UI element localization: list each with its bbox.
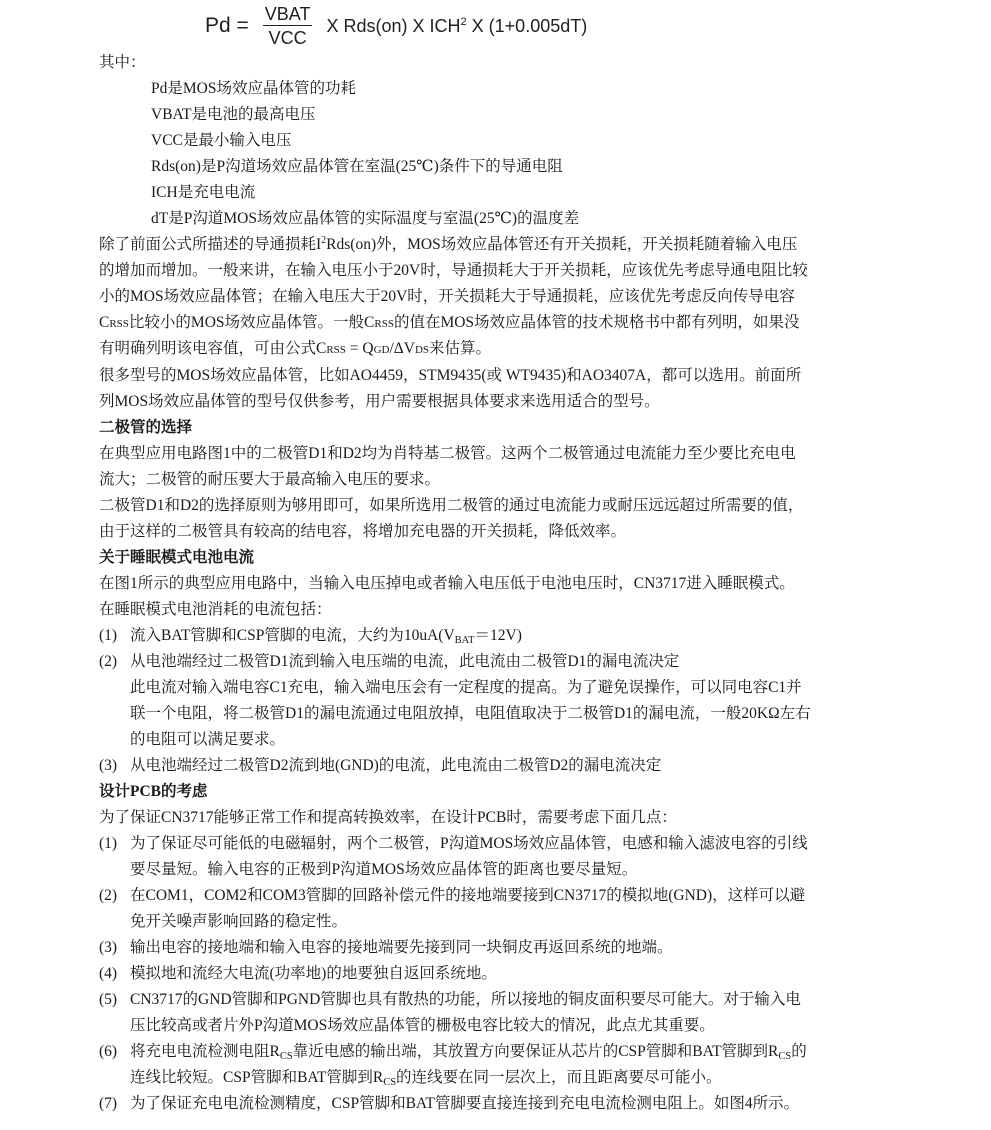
formula-exponent: 2 — [460, 15, 467, 28]
list-item — [130, 1042, 807, 1064]
list-item-continuation: 此电流对输入端电容C1充电，输入端电压会有一定程度的提高。为了避免误操作，可以同电容C1并 — [130, 679, 802, 696]
text-run: 将充电电流检测电阻R — [130, 1043, 280, 1060]
list-item: 从电池端经过二极管D1流到输入电压端的电流，此电流由二极管D1的漏电流决定 — [130, 653, 680, 670]
paragraph-line: 在睡眠模式电池消耗的电流包括： — [99, 601, 332, 618]
definition-item: VCC是最小输入电压 — [151, 132, 292, 149]
list-item: 在COM1，COM2和COM3管脚的回路补偿元件的接地端要接到CN3717的模拟地(GND)，这样可以避 — [130, 887, 806, 904]
text-run: Rds(on)外，MOS场效应晶体管还有开关损耗，开关损耗随着输入电压 — [326, 236, 798, 253]
formula-lhs: Pd = — [205, 14, 249, 37]
text-run: 的 — [791, 1043, 807, 1060]
formula-rest-a: X Rds(on) X ICH — [326, 15, 461, 36]
formula-rest-b: X (1+0.005dT) — [466, 15, 588, 36]
list-item: 模拟地和流经大电流(功率地)的地要独自返回系统地。 — [130, 965, 497, 982]
list-item: 从电池端经过二极管D2流到地(GND)的电流，此电流由二极管D2的漏电流决定 — [130, 757, 662, 774]
subscript: CS — [778, 1051, 792, 1062]
subscript: GD — [373, 344, 390, 356]
subscript: CS — [383, 1077, 397, 1088]
list-item — [130, 626, 522, 648]
list-item-continuation: 要尽量短。输入电容的正极到P沟道MOS场效应晶体管的距离也要尽量短。 — [130, 861, 638, 878]
where-label: 其中： — [99, 54, 146, 71]
paragraph-line — [99, 235, 797, 257]
paragraph-line: 小的MOS场效应晶体管；在输入电压大于20V时，开关损耗大于导通损耗，应该优先考虑反向传导电容 — [99, 288, 795, 305]
paragraph-line: 流大；二极管的耐压要大于最高输入电压的要求。 — [99, 471, 441, 488]
definition-item: VBAT是电池的最高电压 — [151, 106, 316, 123]
formula-fraction — [263, 4, 313, 48]
power-dissipation-formula — [205, 2, 587, 50]
subscript: RSS — [374, 318, 394, 330]
section-heading-diode: 二极管的选择 — [99, 419, 193, 436]
paragraph-line: 很多型号的MOS场效应晶体管，比如AO4459，STM9435(或 WT9435)和AO3407A，都可以选用。前面所 — [99, 367, 802, 384]
subscript: DS — [414, 344, 430, 356]
section-heading-sleep: 关于睡眠模式电池电流 — [99, 549, 255, 566]
list-item-number: (1) — [99, 835, 118, 852]
list-item-continuation: 联一个电阻，将二极管D1的漏电流通过电阻放掉，电阻值取决于二极管D1的漏电流，一般20KΩ左右 — [130, 705, 811, 722]
list-item-number: (5) — [99, 991, 118, 1008]
text-run: 流入BAT管脚和CSP管脚的电流，大约为10uA(V — [130, 627, 455, 644]
subscript: CS — [279, 1051, 293, 1062]
list-item-continuation: 的电阻可以满足要求。 — [130, 731, 286, 748]
paragraph-line: 为了保证CN3717能够正常工作和提高转换效率，在设计PCB时，需要考虑下面几点： — [99, 809, 677, 826]
text-run: 来估算。 — [429, 340, 492, 357]
list-item-number: (2) — [99, 887, 118, 904]
list-item-continuation: 压比较高或者片外P沟道MOS场效应晶体管的栅极电容比较大的情况，此点尤其重要。 — [130, 1017, 715, 1034]
list-item: CN3717的GND管脚和PGND管脚也具有散热的功能，所以接地的铜皮面积要尽可能大。对于输入电 — [130, 991, 801, 1008]
definition-item: Pd是MOS场效应晶体管的功耗 — [151, 80, 356, 97]
text-run: 有明确列明该电容值，可由公式C — [99, 340, 327, 357]
text-run: 的连线要在同一层次上，而且距离要尽可能小。 — [396, 1069, 722, 1086]
text-run: 比较小的MOS场效应晶体管。一般C — [128, 314, 375, 331]
list-item: 为了保证充电电流检测精度，CSP管脚和BAT管脚要直接连接到充电电流检测电阻上。如图4所示。 — [130, 1095, 800, 1112]
definition-item: dT是P沟道MOS场效应晶体管的实际温度与室温(25℃)的温度差 — [151, 210, 580, 227]
paragraph-line: 在典型应用电路图1中的二极管D1和D2均为肖特基二极管。这两个二极管通过电流能力至少要比充电电 — [99, 445, 796, 462]
paragraph-line: 在图1所示的典型应用电路中，当输入电压掉电或者输入电压低于电池电压时，CN3717进入睡眠模式。 — [99, 575, 795, 592]
list-item-continuation: 免开关噪声影响回路的稳定性。 — [130, 913, 348, 930]
list-item-number: (6) — [99, 1043, 118, 1060]
paragraph-line: 由于这样的二极管具有较高的结电容，将增加充电器的开关损耗，降低效率。 — [99, 523, 627, 540]
list-item: 输出电容的接地端和输入电容的接地端要先接到同一块铜皮再返回系统的地端。 — [130, 939, 673, 956]
text-run: = Q — [345, 340, 374, 357]
list-item-number: (3) — [99, 939, 118, 956]
text-run: C — [99, 314, 110, 331]
paragraph-line: 的增加而增加。一般来讲，在输入电压小于20V时，导通损耗大于开关损耗，应该优先考虑导通电阻比较 — [99, 262, 808, 279]
list-item-continuation — [130, 1068, 722, 1090]
paragraph-line: 列MOS场效应晶体管的型号仅供参考，用户需要根据具体要求来选用适合的型号。 — [99, 393, 660, 410]
text-run: 的值在MOS场效应晶体管的技术规格书中都有列明，如果没 — [393, 314, 800, 331]
formula-denominator: VCC — [268, 28, 307, 48]
paragraph-line — [99, 339, 491, 360]
subscript: RSS — [326, 344, 346, 356]
text-run: 除了前面公式所描述的导通损耗I — [99, 236, 322, 253]
subscript: RSS — [109, 318, 129, 330]
text-run: 连线比较短。CSP管脚和BAT管脚到R — [130, 1069, 384, 1086]
list-item-number: (3) — [99, 757, 118, 774]
text-run: ＝12V) — [474, 627, 522, 644]
list-item-number: (1) — [99, 627, 118, 644]
formula-rest — [326, 16, 587, 37]
superscript: 2 — [321, 235, 327, 246]
list-item: 为了保证尽可能低的电磁辐射，两个二极管，P沟道MOS场效应晶体管，电感和输入滤波电容的引线 — [130, 835, 808, 852]
list-item-number: (4) — [99, 965, 118, 982]
paragraph-line: 二极管D1和D2的选择原则为够用即可，如果所选用二极管的通过电流能力或耐压远远超过所需要的值， — [99, 497, 804, 514]
formula-numerator: VBAT — [264, 4, 311, 24]
definition-item: ICH是充电电流 — [151, 184, 256, 201]
text-run: 靠近电感的输出端，其放置方向要保证从芯片的CSP管脚和BAT管脚到R — [292, 1043, 779, 1060]
list-item-number: (2) — [99, 653, 118, 670]
list-item-number: (7) — [99, 1095, 118, 1112]
section-heading-pcb: 设计PCB的考虑 — [99, 783, 208, 800]
paragraph-line — [99, 313, 800, 334]
subscript: BAT — [454, 635, 475, 646]
definition-item: Rds(on)是P沟道场效应晶体管在室温(25℃)条件下的导通电阻 — [151, 158, 563, 175]
text-run: /ΔV — [389, 340, 415, 357]
